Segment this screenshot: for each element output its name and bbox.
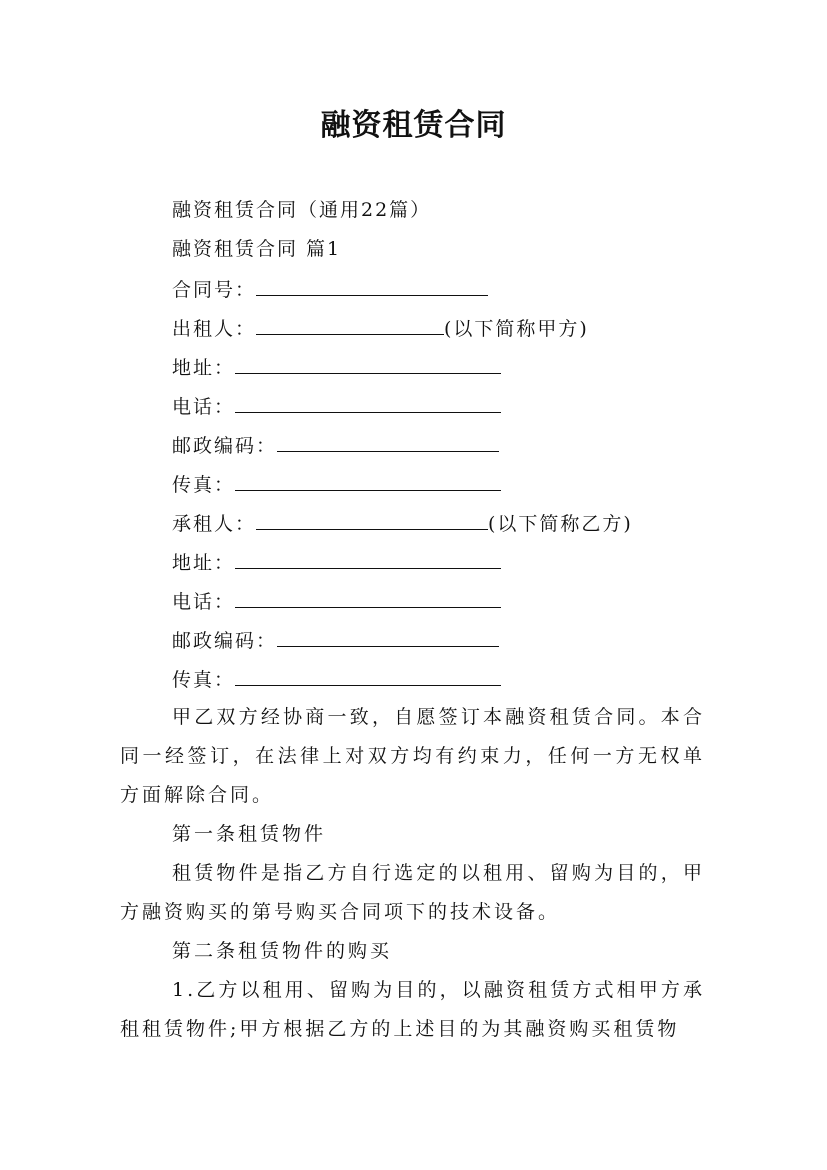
- field-label: 邮政编码：: [172, 435, 278, 457]
- fill-blank: [235, 659, 501, 686]
- fill-blank: [235, 386, 501, 413]
- field-label: 传真：: [172, 669, 236, 691]
- fill-blank: [256, 269, 488, 296]
- document-subtitle: 融资租赁合同（通用22篇）: [172, 199, 432, 221]
- field-label: 电话：: [172, 591, 236, 613]
- field-suffix: (以下简称甲方): [444, 318, 589, 340]
- field-label: 合同号：: [172, 279, 257, 301]
- fill-blank: [277, 425, 499, 452]
- fill-blank: [235, 542, 501, 569]
- fill-blank: [235, 464, 501, 491]
- field-lessee-fax: [120, 659, 705, 698]
- fill-blank: [277, 620, 499, 647]
- fill-blank: [256, 308, 444, 335]
- paragraph-agreement: 甲乙双方经协商一致，自愿签订本融资租赁合同。本合同一经签订，在法律上对双方均有约束力，任何一方无权单方面解除合同。: [120, 706, 705, 806]
- article-heading: 第二条租赁物件的购买: [172, 940, 393, 962]
- fill-blank: [235, 347, 501, 374]
- field-lessor-phone: [120, 386, 705, 425]
- field-contract-number: [120, 269, 705, 308]
- field-lessor-fax: [120, 464, 705, 503]
- fill-blank: [235, 581, 501, 608]
- field-label: 电话：: [172, 396, 236, 418]
- field-label: 邮政编码：: [172, 630, 278, 652]
- field-lessee-phone: [120, 581, 705, 620]
- field-lessee-address: [120, 542, 705, 581]
- field-suffix: (以下简称乙方): [488, 513, 633, 535]
- field-lessor-address: [120, 347, 705, 386]
- field-lessor-postcode: [120, 425, 705, 464]
- paragraph-article-2-clause-1: 1.乙方以租用、留购为目的，以融资租赁方式相甲方承租租赁物件;甲方根据乙方的上述目的为其融资购买租赁物: [120, 979, 705, 1040]
- article-heading: 第一条租赁物件: [172, 823, 327, 845]
- field-lessor: [120, 308, 705, 347]
- field-label: 承租人：: [172, 513, 257, 535]
- fill-blank: [256, 503, 488, 530]
- document-title: 融资租赁合同: [320, 108, 507, 143]
- field-label: 地址：: [172, 552, 236, 574]
- field-lessee-postcode: [120, 620, 705, 659]
- field-label: 地址：: [172, 357, 236, 379]
- field-label: 传真：: [172, 474, 236, 496]
- field-lessee: [120, 503, 705, 542]
- document-body: [120, 191, 705, 1049]
- field-label: 出租人：: [172, 318, 257, 340]
- paragraph-article-1: 租赁物件是指乙方自行选定的以租用、留购为目的，甲方融资购买的第号购买合同项下的技术设备。: [120, 862, 705, 923]
- section-title: 融资租赁合同 篇1: [172, 238, 342, 260]
